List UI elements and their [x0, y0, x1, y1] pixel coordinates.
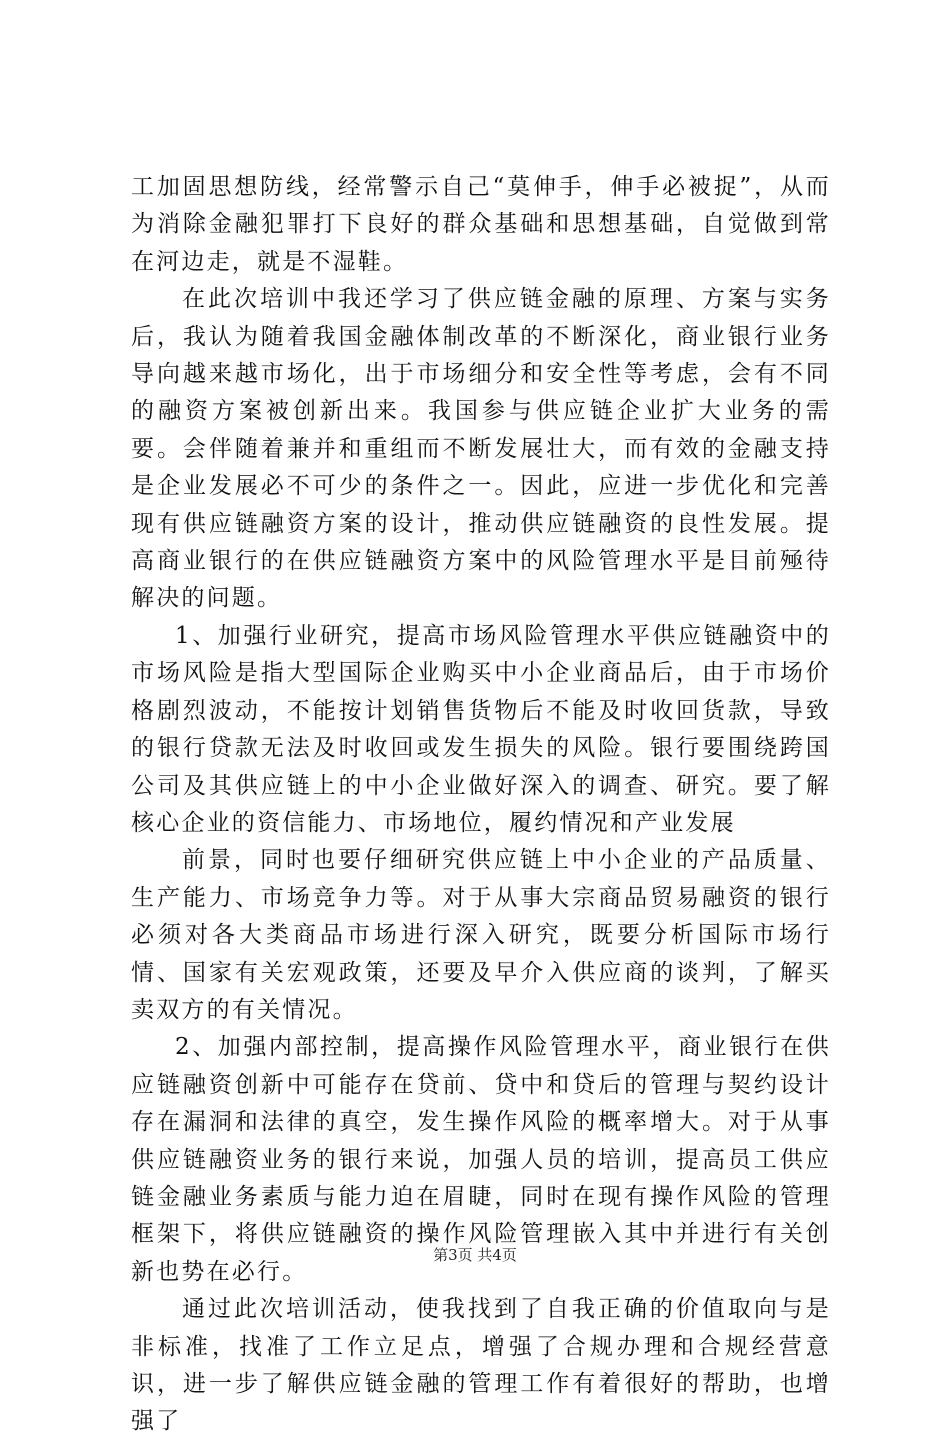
paragraph-2: 在此次培训中我还学习了供应链金融的原理、方案与实务后，我认为随着我国金融体制改革的不断深化，商业银行业务导向越来越市场化，出于市场细分和安全性等考虑，会有不同的融资方案被创新出来。我国参与供应链企业扩大业务的需要。会伴随着兼并和重组而不断发展壮大，而有效的金融支持是企业发展必不可少的条件之一。因此，应进一步优化和完善现有供应链融资方案的设计，推动供应链融资的良性发展。提高商业银行的在供应链融资方案中的风险管理水平是目前殛待解决的问题。: [131, 286, 831, 612]
paragraph-6: 通过此次培训活动，使我找到了自我正确的价值取向与是非标准，找准了工作立足点，增强了合规办理和合规经营意识，进一步了解供应链金融的管理工作有着很好的帮助，也增强了: [131, 1296, 831, 1435]
page-footer: [0, 1245, 950, 1265]
paragraph-1: 工加固思想防线，经常警示自己“莫伸手，伸手必被捉”，从而为消除金融犯罪打下良好的群众基础和思想基础，自觉做到常在河边走，就是不湿鞋。: [131, 174, 831, 275]
page-number-label: 第3页 共4页: [433, 1246, 517, 1264]
paragraph-5: 2、加强内部控制，提高操作风险管理水平，商业银行在供应链融资创新中可能存在贷前、贷中和贷后的管理与契约设计存在漏洞和法律的真空，发生操作风险的概率增大。对于从事供应链融资业务的银行来说，加强人员的培训，提高员工供应链金融业务素质与能力迫在眉睫，同时在现有操作风险的管理框架下，将供应链融资的操作风险管理嵌入其中并进行有关创新也势在必行。: [131, 1034, 831, 1285]
paragraph-3: 1、加强行业研究，提高市场风险管理水平供应链融资中的市场风险是指大型国际企业购买中小企业商品后，由于市场价格剧烈波动，不能按计划销售货物后不能及时收回货款，导致的银行贷款无法及时收回或发生损失的风险。银行要围绕跨国公司及其供应链上的中小企业做好深入的调查、研究。要了解核心企业的资信能力、市场地位，履约情况和产业发展: [131, 622, 831, 836]
paragraph-4: 前景，同时也要仔细研究供应链上中小企业的产品质量、生产能力、市场竞争力等。对于从事大宗商品贸易融资的银行必须对各大类商品市场进行深入研究，既要分析国际市场行情、国家有关宏观政策，还要及早介入供应商的谈判，了解买卖双方的有关情况。: [131, 847, 831, 1023]
